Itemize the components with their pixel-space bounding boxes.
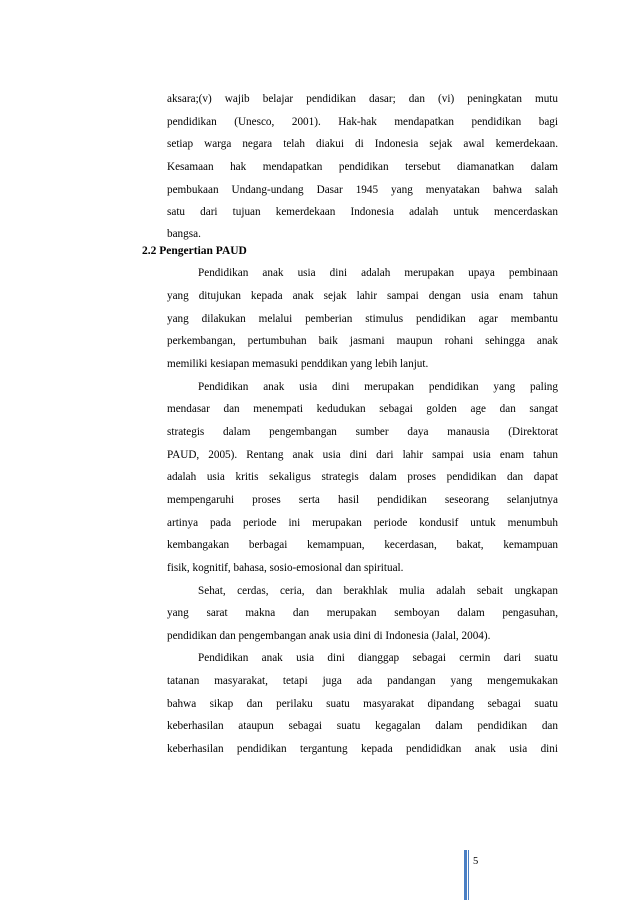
text-line: pendidikan dan pengembangan anak usia dini di Indonesia (Jalal, 2004). — [167, 630, 491, 642]
text-line: bangsa. — [167, 228, 201, 240]
text-line: keberhasilan pendidikan tergantung kepada pendididkan anak usia dini — [167, 743, 558, 755]
text-line: aksara;(v) wajib belajar pendidikan dasar; dan (vi) peningkatan mutu — [167, 93, 558, 105]
text-line: satu dari tujuan kemerdekaan Indonesia adalah untuk mencerdaskan — [167, 206, 558, 218]
text-line: Pendidikan anak usia dini dianggap sebagai cermin dari suatu — [198, 652, 558, 664]
text-line: Pendidikan anak usia dini merupakan pendidikan yang paling — [198, 381, 558, 393]
text-line: tatanan masyarakat, tetapi juga ada pandangan yang mengemukakan — [167, 675, 558, 687]
text-line: memiliki kesiapan memasuki penddikan yang lebih lanjut. — [167, 358, 429, 370]
text-line: yang dilakukan melalui pemberian stimulus pendidikan agar membantu — [167, 313, 558, 325]
text-line: fisik, kognitif, bahasa, sosio-emosional dan spiritual. — [167, 562, 404, 574]
page-number: 5 — [473, 856, 479, 867]
text-line: pendidikan (Unesco, 2001). Hak-hak mendapatkan pendidikan bagi — [167, 116, 558, 128]
text-line: keberhasilan ataupun sebagai suatu kegagalan dalam pendidikan dan — [167, 720, 558, 732]
text-line: setiap warga negara telah diakui di Indonesia sejak awal kemerdekaan. — [167, 138, 558, 150]
text-line: bahwa sikap dan perilaku suatu masyarakat dipandang sebagai suatu — [167, 698, 558, 710]
text-line: Pendidikan anak usia dini adalah merupakan upaya pembinaan — [198, 267, 558, 279]
text-line: yang ditujukan kepada anak sejak lahir sampai dengan usia enam tahun — [167, 290, 558, 302]
text-line: Sehat, cerdas, ceria, dan berakhlak mulia adalah sebait ungkapan — [198, 585, 558, 597]
footer-accent-bar — [464, 850, 467, 900]
text-line: mempengaruhi proses serta hasil pendidikan seseorang selanjutnya — [167, 494, 558, 506]
footer-accent-bar — [468, 850, 469, 900]
text-line: artinya pada periode ini merupakan periode kondusif untuk menumbuh — [167, 517, 558, 529]
text-line: strategis dalam pengembangan sumber daya manausia (Direktorat — [167, 426, 558, 438]
text-line: Kesamaan hak mendapatkan pendidikan tersebut diamanatkan dalam — [167, 161, 558, 173]
text-line: yang sarat makna dan merupakan semboyan dalam pengasuhan, — [167, 607, 558, 619]
text-line: mendasar dan menempati kedudukan sebagai golden age dan sangat — [167, 403, 558, 415]
text-line: PAUD, 2005). Rentang anak usia dini dari lahir sampai usia enam tahun — [167, 449, 558, 461]
section-heading: 2.2 Pengertian PAUD — [142, 245, 247, 257]
text-line: perkembangan, pertumbuhan baik jasmani maupun rohani sehingga anak — [167, 335, 558, 347]
text-line: pembukaan Undang-undang Dasar 1945 yang menyatakan bahwa salah — [167, 184, 558, 196]
text-line: adalah usia kritis sekaligus strategis dalam proses pendidikan dan dapat — [167, 471, 558, 483]
text-line: kembangakan berbagai kemampuan, kecerdasan, bakat, kemampuan — [167, 539, 558, 551]
